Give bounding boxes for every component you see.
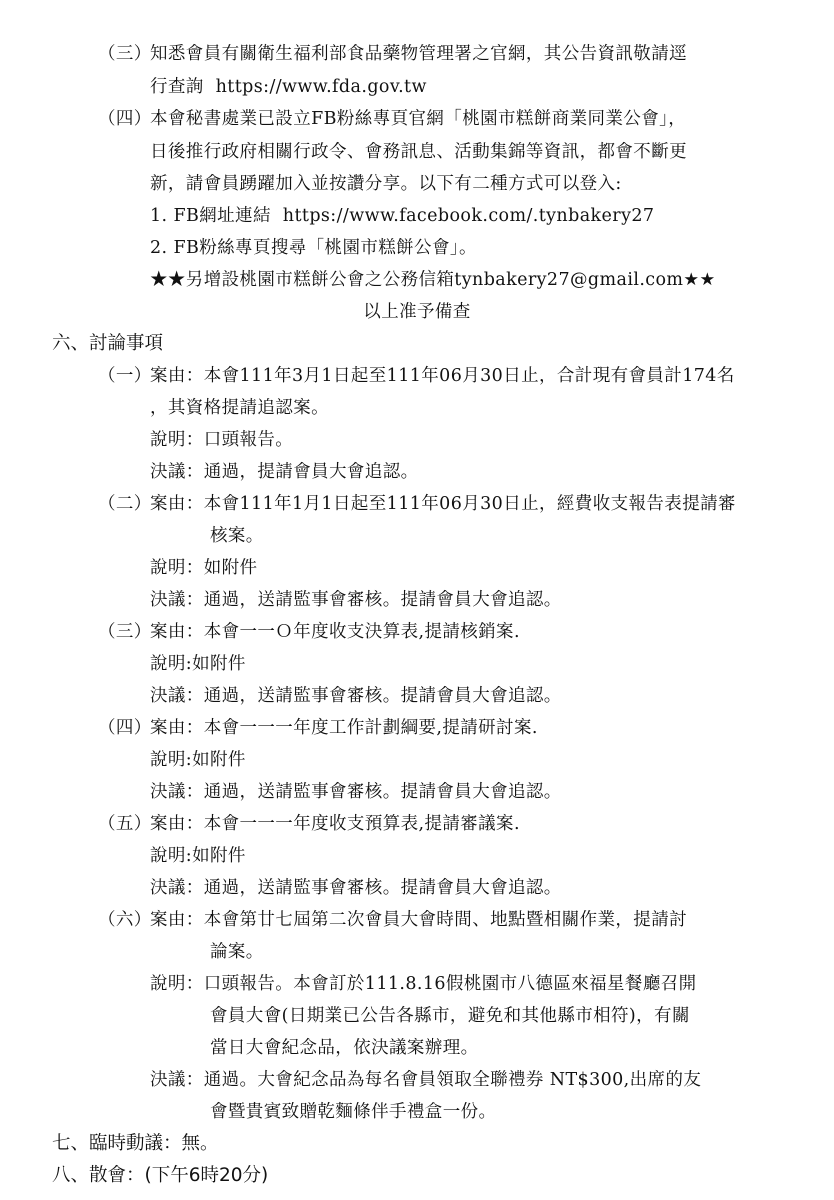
resolution-text: 決議：通過，提請會員大會追認。 [150, 462, 419, 482]
email-line: ★★另增設桃園市糕餅公會之公務信箱tynbakery27@gmail.com★★ [150, 270, 716, 290]
resolution-text: 決議：通過，送請監事會審核。提請會員大會追認。 [150, 590, 562, 610]
case-text: 案由：本會一一一年度工作計劃綱要,提請研討案. [150, 718, 538, 738]
case-text: 核案。 [210, 526, 264, 546]
case-text: 論案。 [210, 942, 264, 962]
fb-url-method: 1. FB網址連結 https://www.facebook.com/.tynbakery27 [150, 206, 655, 226]
description-text: 會員大會(日期業已公告各縣市，避免和其他縣市相符)，有關 [210, 1006, 690, 1026]
case-text: ，其資格提請追認案。 [150, 398, 329, 418]
item-number: （三） [98, 622, 152, 642]
description-text: 當日大會紀念品，依決議案辦理。 [210, 1038, 479, 1058]
description-text: 說明：如附件 [150, 558, 258, 578]
item-number: （一） [98, 366, 152, 386]
section-heading-adjourn: 八、散會：(下午6時20分) [52, 1165, 269, 1186]
item-number: （二） [98, 494, 152, 514]
section-heading-discussion: 六、討論事項 [52, 333, 164, 354]
item-number: （四） [98, 718, 152, 738]
description-text: 說明:如附件 [150, 846, 246, 866]
resolution-text: 會暨貴賓致贈乾麵條伴手禮盒一份。 [210, 1102, 497, 1122]
notice-3-number: （三） [98, 44, 152, 64]
fb-search-method: 2. FB粉絲專頁搜尋「桃園市糕餅公會」。 [150, 238, 477, 258]
case-text: 案由：本會第廿七屆第二次會員大會時間、地點暨相關作業，提請討 [150, 910, 687, 930]
description-text: 說明：口頭報告。 [150, 430, 294, 450]
description-text: 說明:如附件 [150, 750, 246, 770]
notice-closing: 以上准予備查 [363, 302, 471, 322]
case-text: 案由：本會111年1月1日起至111年06月30日止，經費收支報告表提請審 [150, 494, 736, 514]
notice-4-number: （四） [98, 109, 152, 129]
notice-4-text-line: 日後推行政府相關行政令、會務訊息、活動集錦等資訊，都會不斷更 [150, 142, 687, 162]
notice-4-text-line: 新，請會員踴躍加入並按讚分享。以下有二種方式可以登入: [150, 174, 622, 194]
resolution-text: 決議：通過，送請監事會審核。提請會員大會追認。 [150, 782, 562, 802]
notice-3-text-line: 知悉會員有關衛生福利部食品藥物管理署之官網，其公告資訊敬請逕 [150, 44, 687, 64]
case-text: 案由：本會一一Ｏ年度收支決算表,提請核銷案. [150, 622, 520, 642]
item-number: （六） [98, 910, 152, 930]
resolution-text: 決議：通過，送請監事會審核。提請會員大會追認。 [150, 878, 562, 898]
notice-3-text-line: 行查詢 https://www.fda.gov.tw [150, 77, 427, 97]
resolution-text: 決議：通過，送請監事會審核。提請會員大會追認。 [150, 686, 562, 706]
case-text: 案由：本會111年3月1日起至111年06月30日止，合計現有會員計174名 [150, 366, 735, 386]
description-text: 說明:如附件 [150, 654, 246, 674]
description-text: 說明：口頭報告。本會訂於111.8.16假桃園市八德區來福星餐廳召開 [150, 974, 697, 994]
resolution-text: 決議：通過。大會紀念品為每名會員領取全聯禮券 NT$300,出席的友 [150, 1070, 702, 1090]
case-text: 案由：本會一一一年度收支預算表,提請審議案. [150, 814, 520, 834]
section-heading-motions: 七、臨時動議：無。 [52, 1133, 219, 1154]
notice-4-text-line: 本會秘書處業已設立FB粉絲專頁官網「桃園市糕餅商業同業公會」， [150, 109, 687, 129]
item-number: （五） [98, 814, 152, 834]
